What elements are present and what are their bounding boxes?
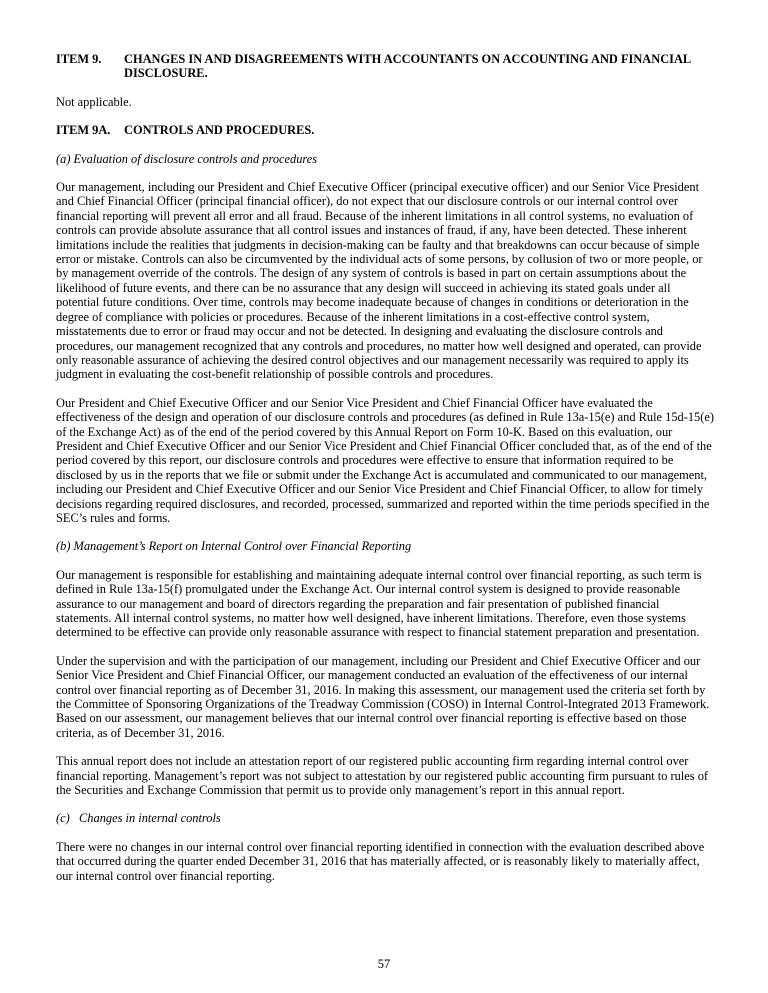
section-b-heading: (b) Management’s Report on Internal Control over Financial Reporting [56, 539, 412, 554]
section-a-paragraph-2: Our President and Chief Executive Officer and our Senior Vice President and Chief Financial Officer have evaluated the effectiveness of the design and operation of our disclosure controls and procedures (as defined in Rule 13a-15(e) and Rule 15d-15(e) of the Exchange Act) as of the end of the period covered by this Annual Report on Form 10-K. Based on this evaluation, our President and Chief Executive Officer and our Senior Vice President and Chief Financial Officer concluded that, as of the end of the period covered by this report, our disclosure controls and procedures were effective to ensure that information required to be disclosed by us in the reports that we file or submit under the Exchange Act is accumulated and communicated to our management, including our President and Chief Executive Officer and our Senior Vice President and Chief Financial Officer, to allow for timely decisions regarding required disclosures, and recorded, processed, summarized and reported within the time periods specified in the SEC’s rules and forms. [56, 395, 714, 525]
item-9a-title: CONTROLS AND PROCEDURES. [124, 123, 315, 138]
item-9-number: ITEM 9. [56, 52, 102, 66]
section-b-paragraph-2: Under the supervision and with the participation of our management, including our President and Chief Executive Officer and our Senior Vice President and Chief Financial Officer, our management conducted an evaluation of the effectiveness of our internal control over financial reporting as of December 31, 2016. In making this assessment, our management used the criteria set forth by the Committee of Sponsoring Organizations of the Treadway Commission (COSO) in Internal Control-Integrated 2013 Framework. Based on our assessment, our management believes that our internal control over financial reporting is effective based on those criteria, as of December 31, 2016. [56, 653, 710, 740]
section-c-heading: (c) Changes in internal controls [56, 811, 221, 826]
item-9-title: CHANGES IN AND DISAGREEMENTS WITH ACCOUNTANTS ON ACCOUNTING AND FINANCIAL DISCLOSURE. [124, 52, 691, 81]
item-9a-heading [56, 123, 716, 137]
section-a-heading: (a) Evaluation of disclosure controls and procedures [56, 151, 318, 166]
item-9a-number: ITEM 9A. [56, 123, 111, 138]
section-b-paragraph-3: This annual report does not include an attestation report of our registered public accounting firm regarding internal control over financial reporting. Management’s report was not subject to attestation by our registered public accounting firm pursuant to rules of the Securities and Exchange Commission that permit us to provide only management’s report in this annual report. [56, 754, 709, 798]
page-number: 57 [377, 957, 391, 971]
section-a-paragraph-1: Our management, including our President and Chief Executive Officer (principal executive officer) and our Senior Vice President and Chief Financial Officer (principal financial officer), do not expect that our disclosure controls or our internal control over financial reporting will prevent all error and all fraud. Because of the inherent limitations in all control systems, no evaluation of controls can provide absolute assurance that all control issues and instances of fraud, if any, have been detected. These inherent limitations include the realities that judgments in decision-making can be faulty and that breakdowns can occur because of simple error or mistake. Controls can also be circumvented by the individual acts of some persons, by collusion of two or more people, or by management override of the controls. The design of any system of controls is based in part on certain assumptions about the likelihood of future events, and there can be no assurance that any design will succeed in achieving its stated goals under all potential future conditions. Over time, controls may become inadequate because of changes in conditions or deterioration in the degree of compliance with policies or procedures. Because of the inherent limitations in a cost-effective control system, misstatements due to error or fraud may occur and not be detected. In designing and evaluating the disclosure controls and procedures, our management recognized that any controls and procedures, no matter how well designed and operated, can provide only reasonable assurance of achieving the desired control objectives and our management necessarily was required to apply its judgment in evaluating the cost-benefit relationship of possible controls and procedures. [56, 180, 703, 382]
section-b-paragraph-1: Our management is responsible for establishing and maintaining adequate internal control over financial reporting, as such term is defined in Rule 13a-15(f) promulgated under the Exchange Act. Our internal control system is designed to provide reasonable assurance to our management and board of directors regarding the preparation and fair presentation of published financial statements. All internal control systems, no matter how well designed, have inherent limitations. Therefore, even those systems determined to be effective can provide only reasonable assurance with respect to financial statement preparation and presentation. [56, 567, 702, 640]
item-9-body: Not applicable. [56, 94, 132, 109]
document-page [56, 52, 716, 883]
item-9-heading [56, 52, 716, 81]
section-c-paragraph-1: There were no changes in our internal control over financial reporting identified in connection with the evaluation described above that occurred during the quarter ended December 31, 2016 that has materially affected, or is reasonably likely to materially affect, our internal control over financial reporting. [56, 839, 705, 883]
